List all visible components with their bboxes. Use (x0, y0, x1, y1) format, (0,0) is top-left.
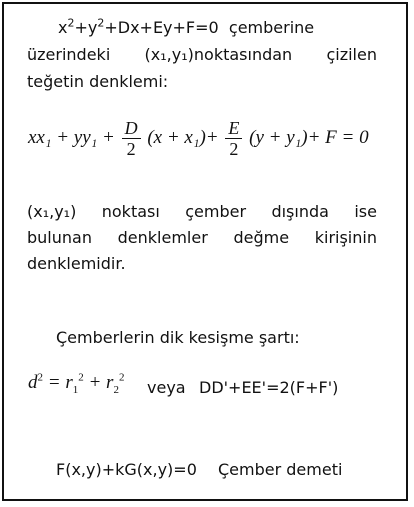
intro-line-1 (58, 16, 314, 40)
intro-line-3: teğetin denklemi: (27, 72, 169, 91)
fraction-e-over-2 (225, 118, 242, 159)
chord-line-3: denklemidir. (27, 254, 126, 273)
chord-word: denklemler (117, 228, 208, 247)
chord-word: ise (354, 202, 377, 221)
fraction-denominator: 2 (229, 139, 239, 159)
chord-line-1 (27, 200, 377, 224)
formula-part-3: (y + y₁)+ F = 0 (249, 126, 369, 148)
veya-label: veya (147, 378, 186, 397)
circle-equation: $x^2+y^2+Dx+Ey+F=0$ (58, 16, 219, 37)
formula-part-2: (x + x₁)+ (147, 126, 219, 148)
fraction-numerator: D (122, 118, 141, 139)
orthogonal-title: Çemberlerin dik kesişme şartı: (56, 328, 300, 347)
fraction-d-over-2 (122, 118, 141, 159)
pencil-equation: F(x,y)+kG(x,y)=0 (56, 460, 197, 479)
chord-word: dışında (271, 202, 329, 221)
pencil-label: Çember demeti (218, 460, 343, 479)
formula-part-1: xx₁ + yy₁ + (28, 126, 115, 148)
orthogonal-alt-formula: DD'+EE'=2(F+F') (199, 378, 339, 397)
intro-word: (x₁,y₁)noktasından (144, 45, 293, 64)
intro-line-1-rest: çemberine (228, 18, 315, 37)
orthogonal-formula: $d^2 = r_1^2 + r_2^2$ (28, 371, 125, 396)
fraction-denominator: 2 (126, 139, 136, 159)
intro-word: üzerindeki (27, 45, 111, 64)
chord-word: noktası (101, 202, 160, 221)
chord-word: (x₁,y₁) (27, 202, 77, 221)
intro-word: çizilen (326, 45, 377, 64)
intro-line-2 (27, 43, 377, 67)
chord-word: değme (233, 228, 290, 247)
chord-word: çember (185, 202, 247, 221)
chord-word: kirişinin (314, 228, 377, 247)
chord-line-2 (27, 226, 377, 250)
chord-word: bulunan (27, 228, 92, 247)
tangent-formula (28, 118, 369, 159)
fraction-numerator: E (225, 118, 242, 139)
